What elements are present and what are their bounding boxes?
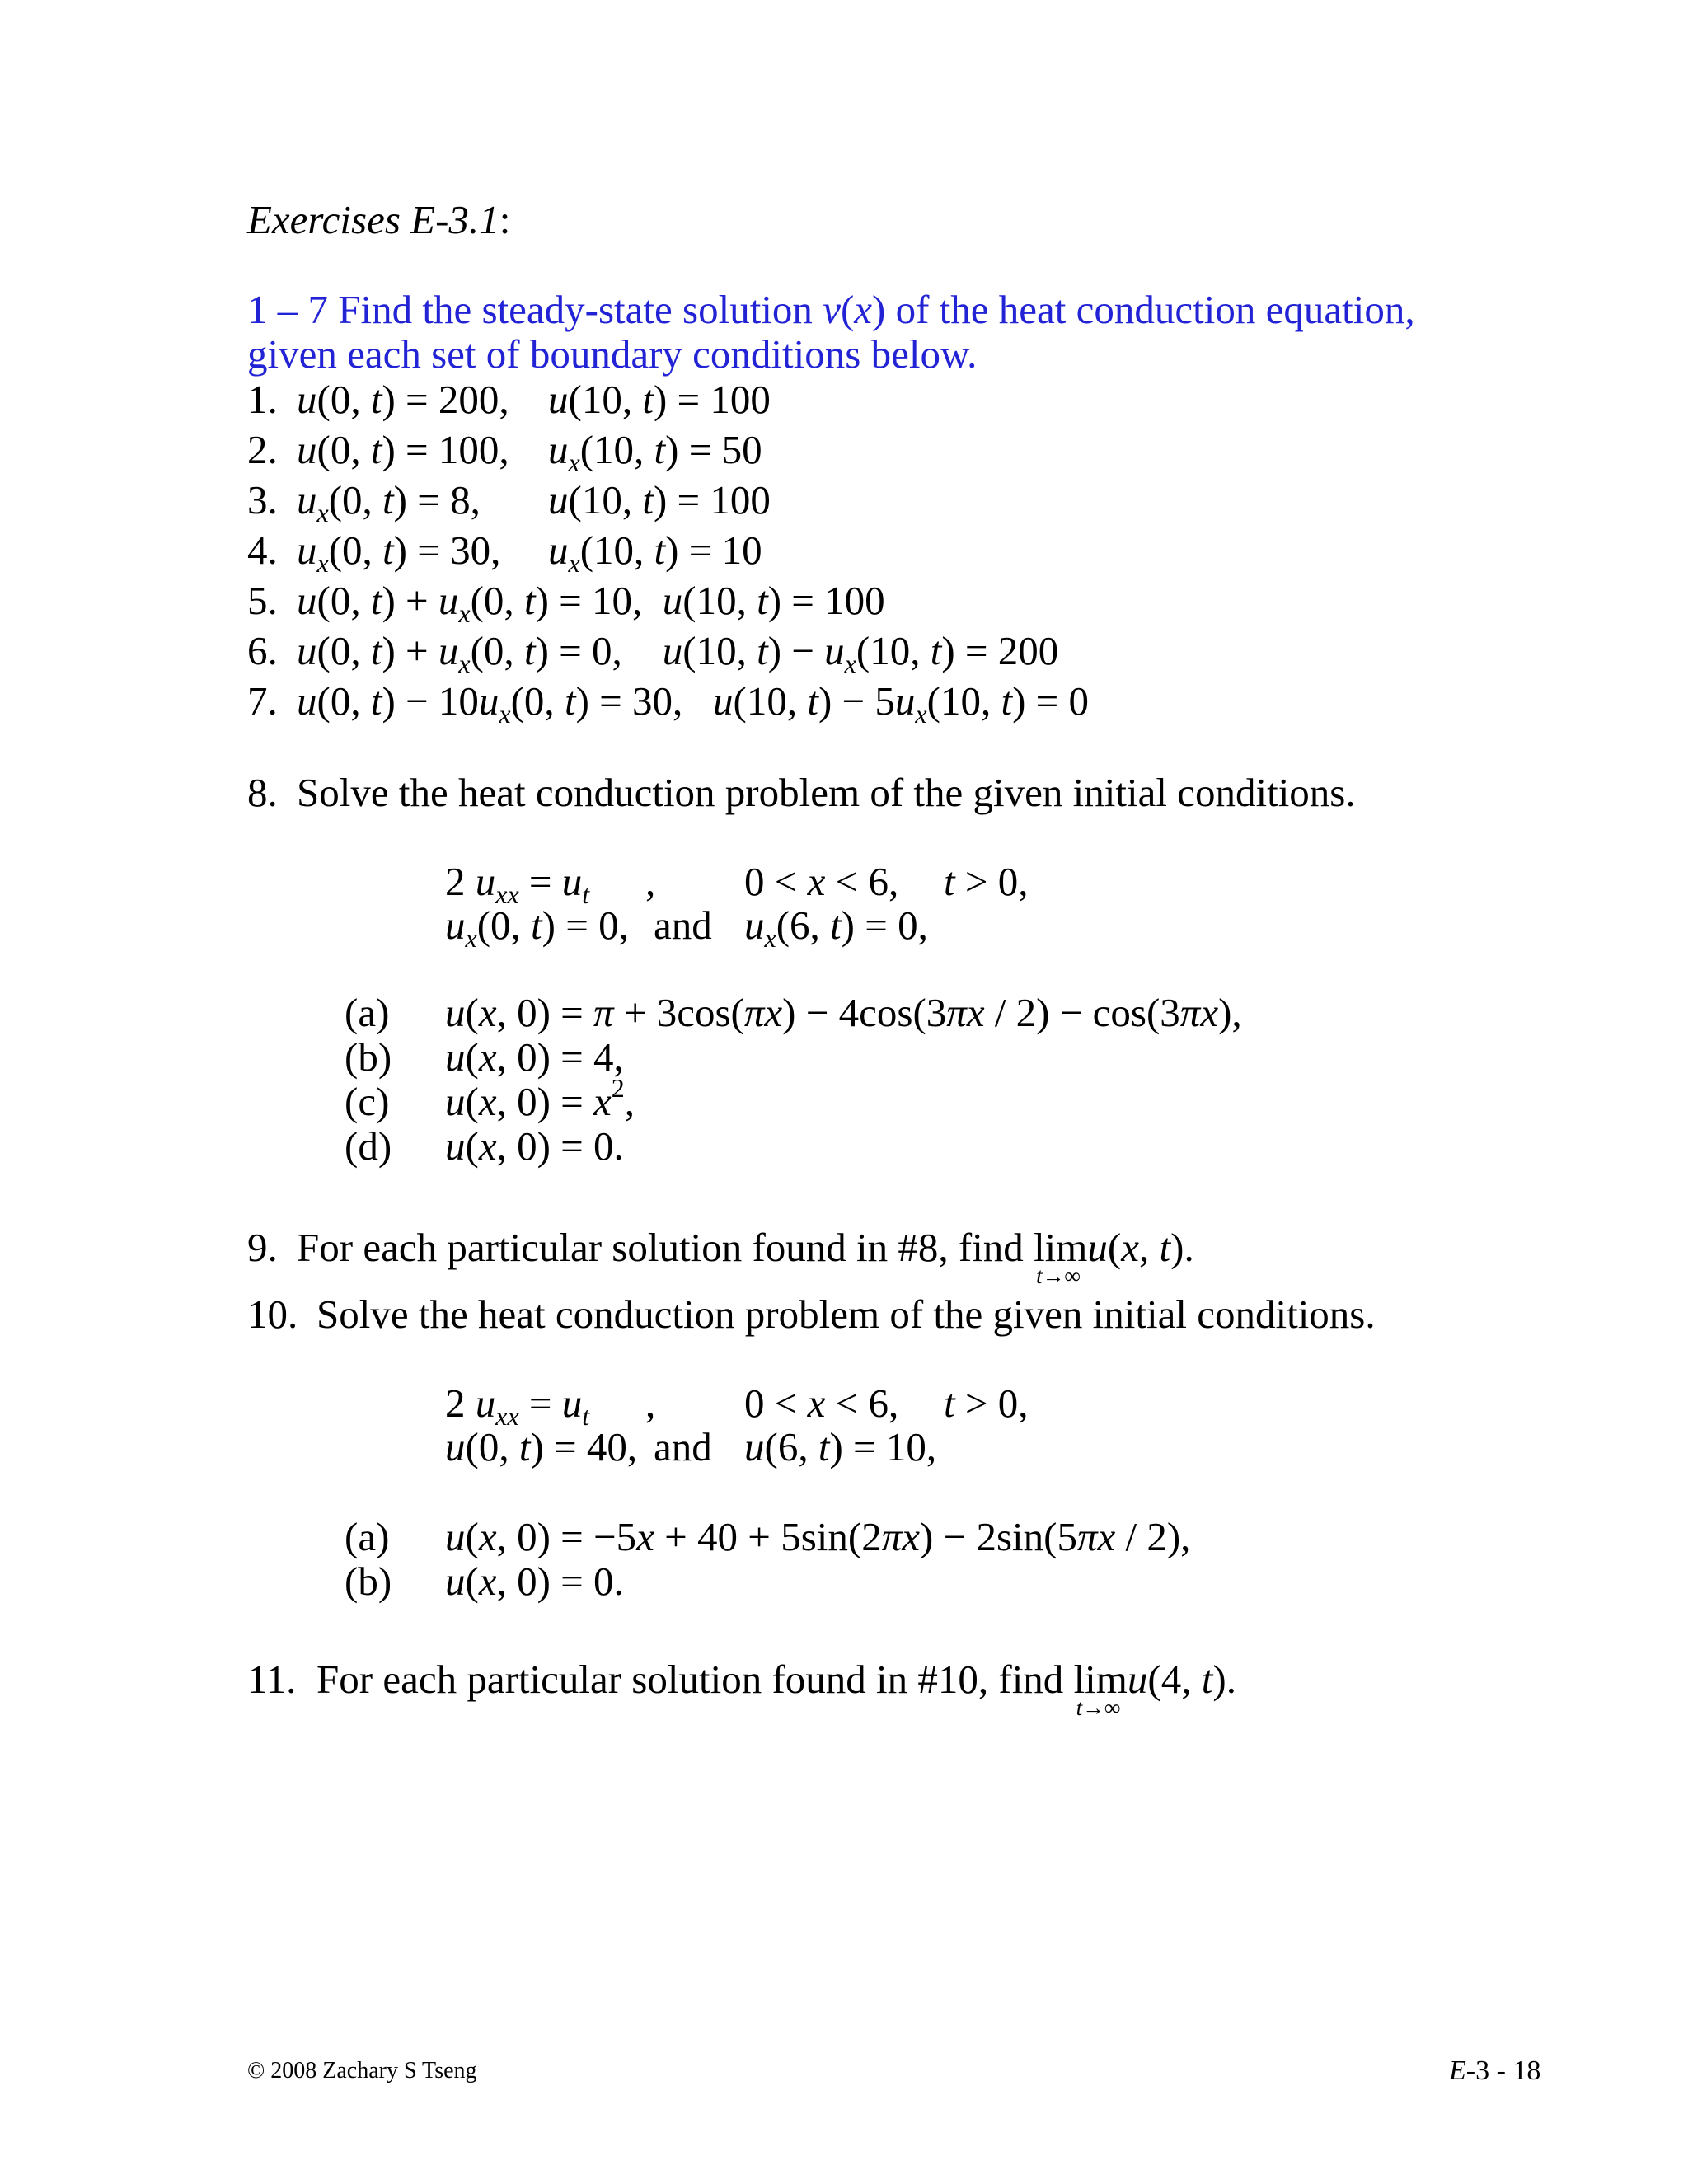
problem-1-right: u(10, t) = 100 <box>548 377 771 422</box>
problem-10-domain: 0 < x < 6, <box>744 1380 899 1426</box>
problem-10-pde: 2 $u_{xx} = u_t$ <box>445 1380 590 1431</box>
problem-8-domain: 0 < x < 6, <box>744 859 899 904</box>
problem-8b-expr: u(x, 0) = 4, <box>445 1034 624 1080</box>
problem-10-comma: , <box>645 1380 656 1426</box>
problem-10b-label: (b) <box>345 1558 392 1604</box>
problem-5: 5. <box>247 578 278 623</box>
problem-7-expr: u(0, $t) - 10u_x(0$, t) = 30, u(10, $t) - 5u_x(10$, t) = 0 <box>297 678 1090 729</box>
problem-8-text: Solve the heat conduction problem of the given initial conditions. <box>297 770 1356 815</box>
problem-2: 2. <box>247 427 278 472</box>
problem-8b-label: (b) <box>345 1034 392 1080</box>
section-title-text: Exercises E-3.1 <box>247 197 499 242</box>
problem-3-left: $u_x(0$, t) = 8, <box>297 477 481 527</box>
problem-10: 10. <box>247 1291 298 1337</box>
problem-11-text: For each particular solution found in #10, find lim t→∞ u(4, t). <box>316 1657 1236 1720</box>
problem-10-text: Solve the heat conduction problem of the given initial conditions. <box>316 1291 1376 1337</box>
problem-5-expr: u(0, $t) + u_x(0$, t) = 10, u(10, t) = 100 <box>297 578 885 628</box>
problem-8-and: and <box>654 902 712 948</box>
problem-8a-label: (a) <box>345 990 390 1035</box>
problem-10b-expr: u(x, 0) = 0. <box>445 1558 624 1604</box>
problem-8c-expr: u(x, $0) = x^2$, <box>445 1073 635 1124</box>
problem-8-pde: 2 $u_{xx} = u_t$ <box>445 859 590 909</box>
problem-8a-expr: u(x, 0) = π + 3cos(πx) − 4cos(3πx / 2) − cos(3πx), <box>445 990 1242 1035</box>
problem-9: 9. <box>247 1225 278 1270</box>
problem-9-text: For each particular solution found in #8, find lim t→∞ u(x, t). <box>297 1225 1194 1288</box>
section-title: Exercises E-3.1: <box>247 197 511 242</box>
problem-2-right: $u_x(10$, t) = 50 <box>548 427 762 477</box>
problem-1: 1. <box>247 377 278 422</box>
problem-8-time: t > 0, <box>944 859 1029 904</box>
problem-4-left: $u_x(0$, t) = 30, <box>297 527 501 578</box>
problem-6-expr: u(0, $t) + u_x(0$, t) = 0, u(10, $t) - u_x(10$, t) = 200 <box>297 628 1059 678</box>
problem-6: 6. <box>247 628 278 673</box>
intro-line-1: 1 – 7 Find the steady-state solution v(x) of the heat conduction equation, <box>247 287 1415 332</box>
footer-page-number: E-3 - 18 <box>1449 2055 1541 2086</box>
problem-8-comma: , <box>645 859 656 904</box>
problem-8-bc-left: $u_x(0$, t) = 0, <box>445 902 629 953</box>
problem-11: 11. <box>247 1657 297 1702</box>
problem-7: 7. <box>247 678 278 724</box>
problem-8-bc-right: $u_x(6$, t) = 0, <box>744 902 928 953</box>
problem-11-limit: lim t→∞ <box>1073 1657 1128 1720</box>
problem-1-left: u(0, t) = 200, <box>297 377 509 422</box>
problem-10a-expr: u(x, 0) = −5x + 40 + 5sin(2πx) − 2sin(5πx / 2), <box>445 1514 1191 1559</box>
footer-copyright: © 2008 Zachary S Tseng <box>247 2058 477 2083</box>
problem-4: 4. <box>247 527 278 573</box>
problem-8d-label: (d) <box>345 1123 392 1169</box>
problem-10a-label: (a) <box>345 1514 390 1559</box>
problem-10-bc-left: u(0, t) = 40, <box>445 1424 638 1469</box>
problem-8d-expr: u(x, 0) = 0. <box>445 1123 624 1169</box>
problem-3: 3. <box>247 477 278 523</box>
problem-8: 8. <box>247 770 278 815</box>
problem-10-and: and <box>654 1424 712 1469</box>
problem-10-bc-right: u(6, t) = 10, <box>744 1424 937 1469</box>
problem-3-right: u(10, t) = 100 <box>548 477 771 523</box>
problem-10-time: t > 0, <box>944 1380 1029 1426</box>
problem-2-left: u(0, t) = 100, <box>297 427 509 472</box>
intro-line-2: given each set of boundary conditions below. <box>247 331 978 377</box>
problem-9-limit: lim t→∞ <box>1034 1225 1088 1288</box>
problem-4-right: $u_x(10$, t) = 10 <box>548 527 762 578</box>
problem-8c-label: (c) <box>345 1079 390 1124</box>
